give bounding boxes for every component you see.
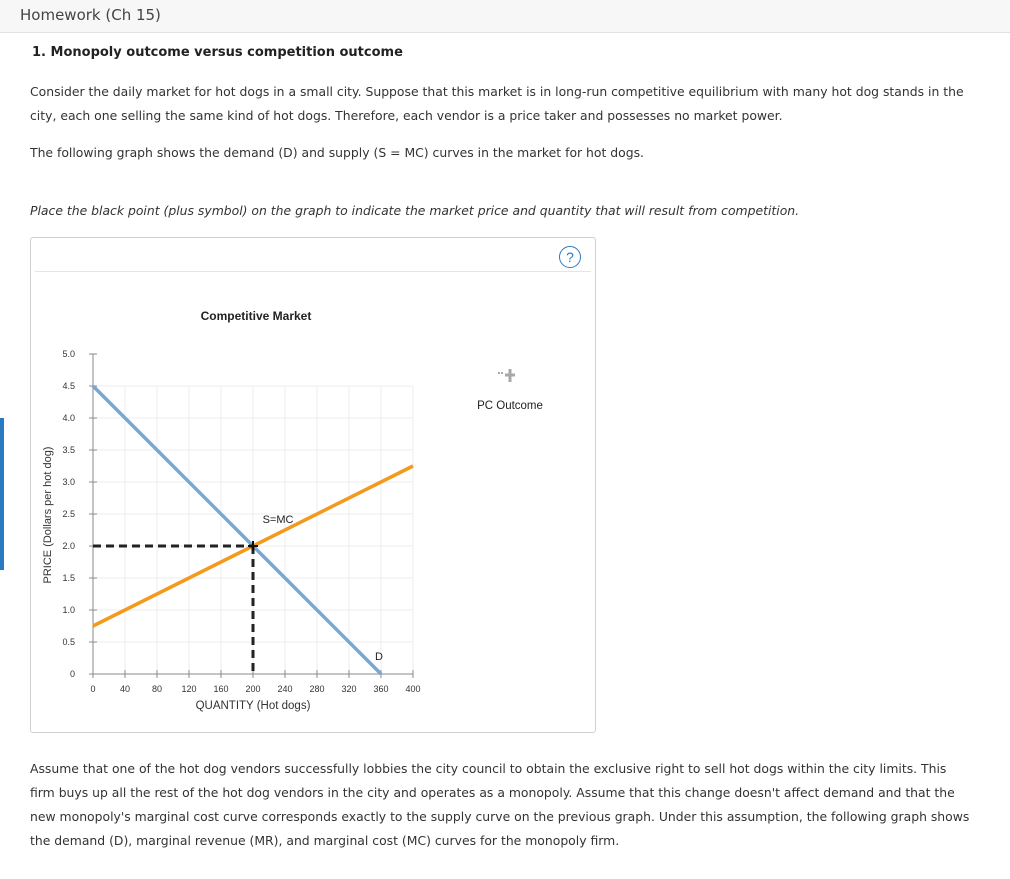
x-tick-label: 40 <box>119 684 131 694</box>
x-tick-label: 240 <box>277 684 293 694</box>
chart-title: Competitive Market <box>200 309 312 323</box>
header-bar <box>0 0 1010 33</box>
graph-panel <box>30 237 596 733</box>
question-title: 1. Monopoly outcome versus competition outcome <box>32 45 403 60</box>
graph-instruction: Place the black point (plus symbol) on the graph to indicate the market price and quantity that will result from competition. <box>30 203 800 218</box>
question-paragraph-3: Assume that one of the hot dog vendors successfully lobbies the city council to obtain the exclusive right to sell hot dogs within the city limits. This firm buys up all the rest of the hot dog vendors in the city and operates as a monopoly. Assume that this change doesn't affect demand and that the new monopoly's marginal cost curve corresponds exactly to the supply curve on the previous graph. Under this assumption, the following graph shows the demand (D), marginal revenue (MR), and marginal cost (MC) curves for the monopoly firm. <box>30 761 970 848</box>
y-tick-label: 3.0 <box>62 477 75 487</box>
supply-curve-label: S=MC <box>262 514 294 526</box>
demand-curve <box>93 386 381 674</box>
y-tick-label: 0 <box>69 669 75 679</box>
page-title: Homework (Ch 15) <box>20 6 161 24</box>
question-paragraph-2: The following graph shows the demand (D) and supply (S = MC) curves in the market for hot dogs. <box>30 145 644 160</box>
y-tick-label: 4.5 <box>62 381 75 391</box>
x-tick-label: 360 <box>373 684 389 694</box>
x-tick-label: 280 <box>309 684 325 694</box>
question-paragraph-1: Consider the daily market for hot dogs in a small city. Suppose that this market is in long-run competitive equilibrium with many hot dog stands in the city, each one selling the same kind of hot dogs. Therefore, each vendor is a price taker and possesses no market power. <box>30 84 964 123</box>
y-tick-label: 1.5 <box>62 573 75 583</box>
x-tick-label: 400 <box>405 684 421 694</box>
y-tick-label: 3.5 <box>62 445 75 455</box>
legend-dot <box>498 372 500 374</box>
y-tick-label: 1.0 <box>62 605 75 615</box>
y-tick-label: 2.5 <box>62 509 75 519</box>
y-tick-label: 5.0 <box>62 349 75 359</box>
legend[interactable] <box>477 369 543 412</box>
competitive-market-chart[interactable] <box>31 238 595 732</box>
y-tick-label: 2.0 <box>62 541 75 551</box>
x-tick-label: 120 <box>181 684 197 694</box>
y-tick-label: 4.0 <box>62 413 75 423</box>
x-tick-label: 80 <box>151 684 163 694</box>
pc-outcome-legend-label: PC Outcome <box>477 400 543 412</box>
x-axis-label: QUANTITY (Hot dogs) <box>195 700 311 712</box>
x-tick-label: 160 <box>213 684 229 694</box>
pc-outcome-legend-icon <box>498 369 515 382</box>
y-axis-label: PRICE (Dollars per hot dog) <box>42 446 54 584</box>
help-button[interactable]: ? <box>559 246 581 268</box>
x-tick-label: 0 <box>90 684 96 694</box>
x-tick-label: 320 <box>341 684 357 694</box>
y-tick-label: 0.5 <box>62 637 75 647</box>
left-accent-bar <box>0 418 4 570</box>
x-tick-label: 200 <box>245 684 261 694</box>
demand-curve-label: D <box>375 651 383 663</box>
legend-dot <box>501 372 503 374</box>
